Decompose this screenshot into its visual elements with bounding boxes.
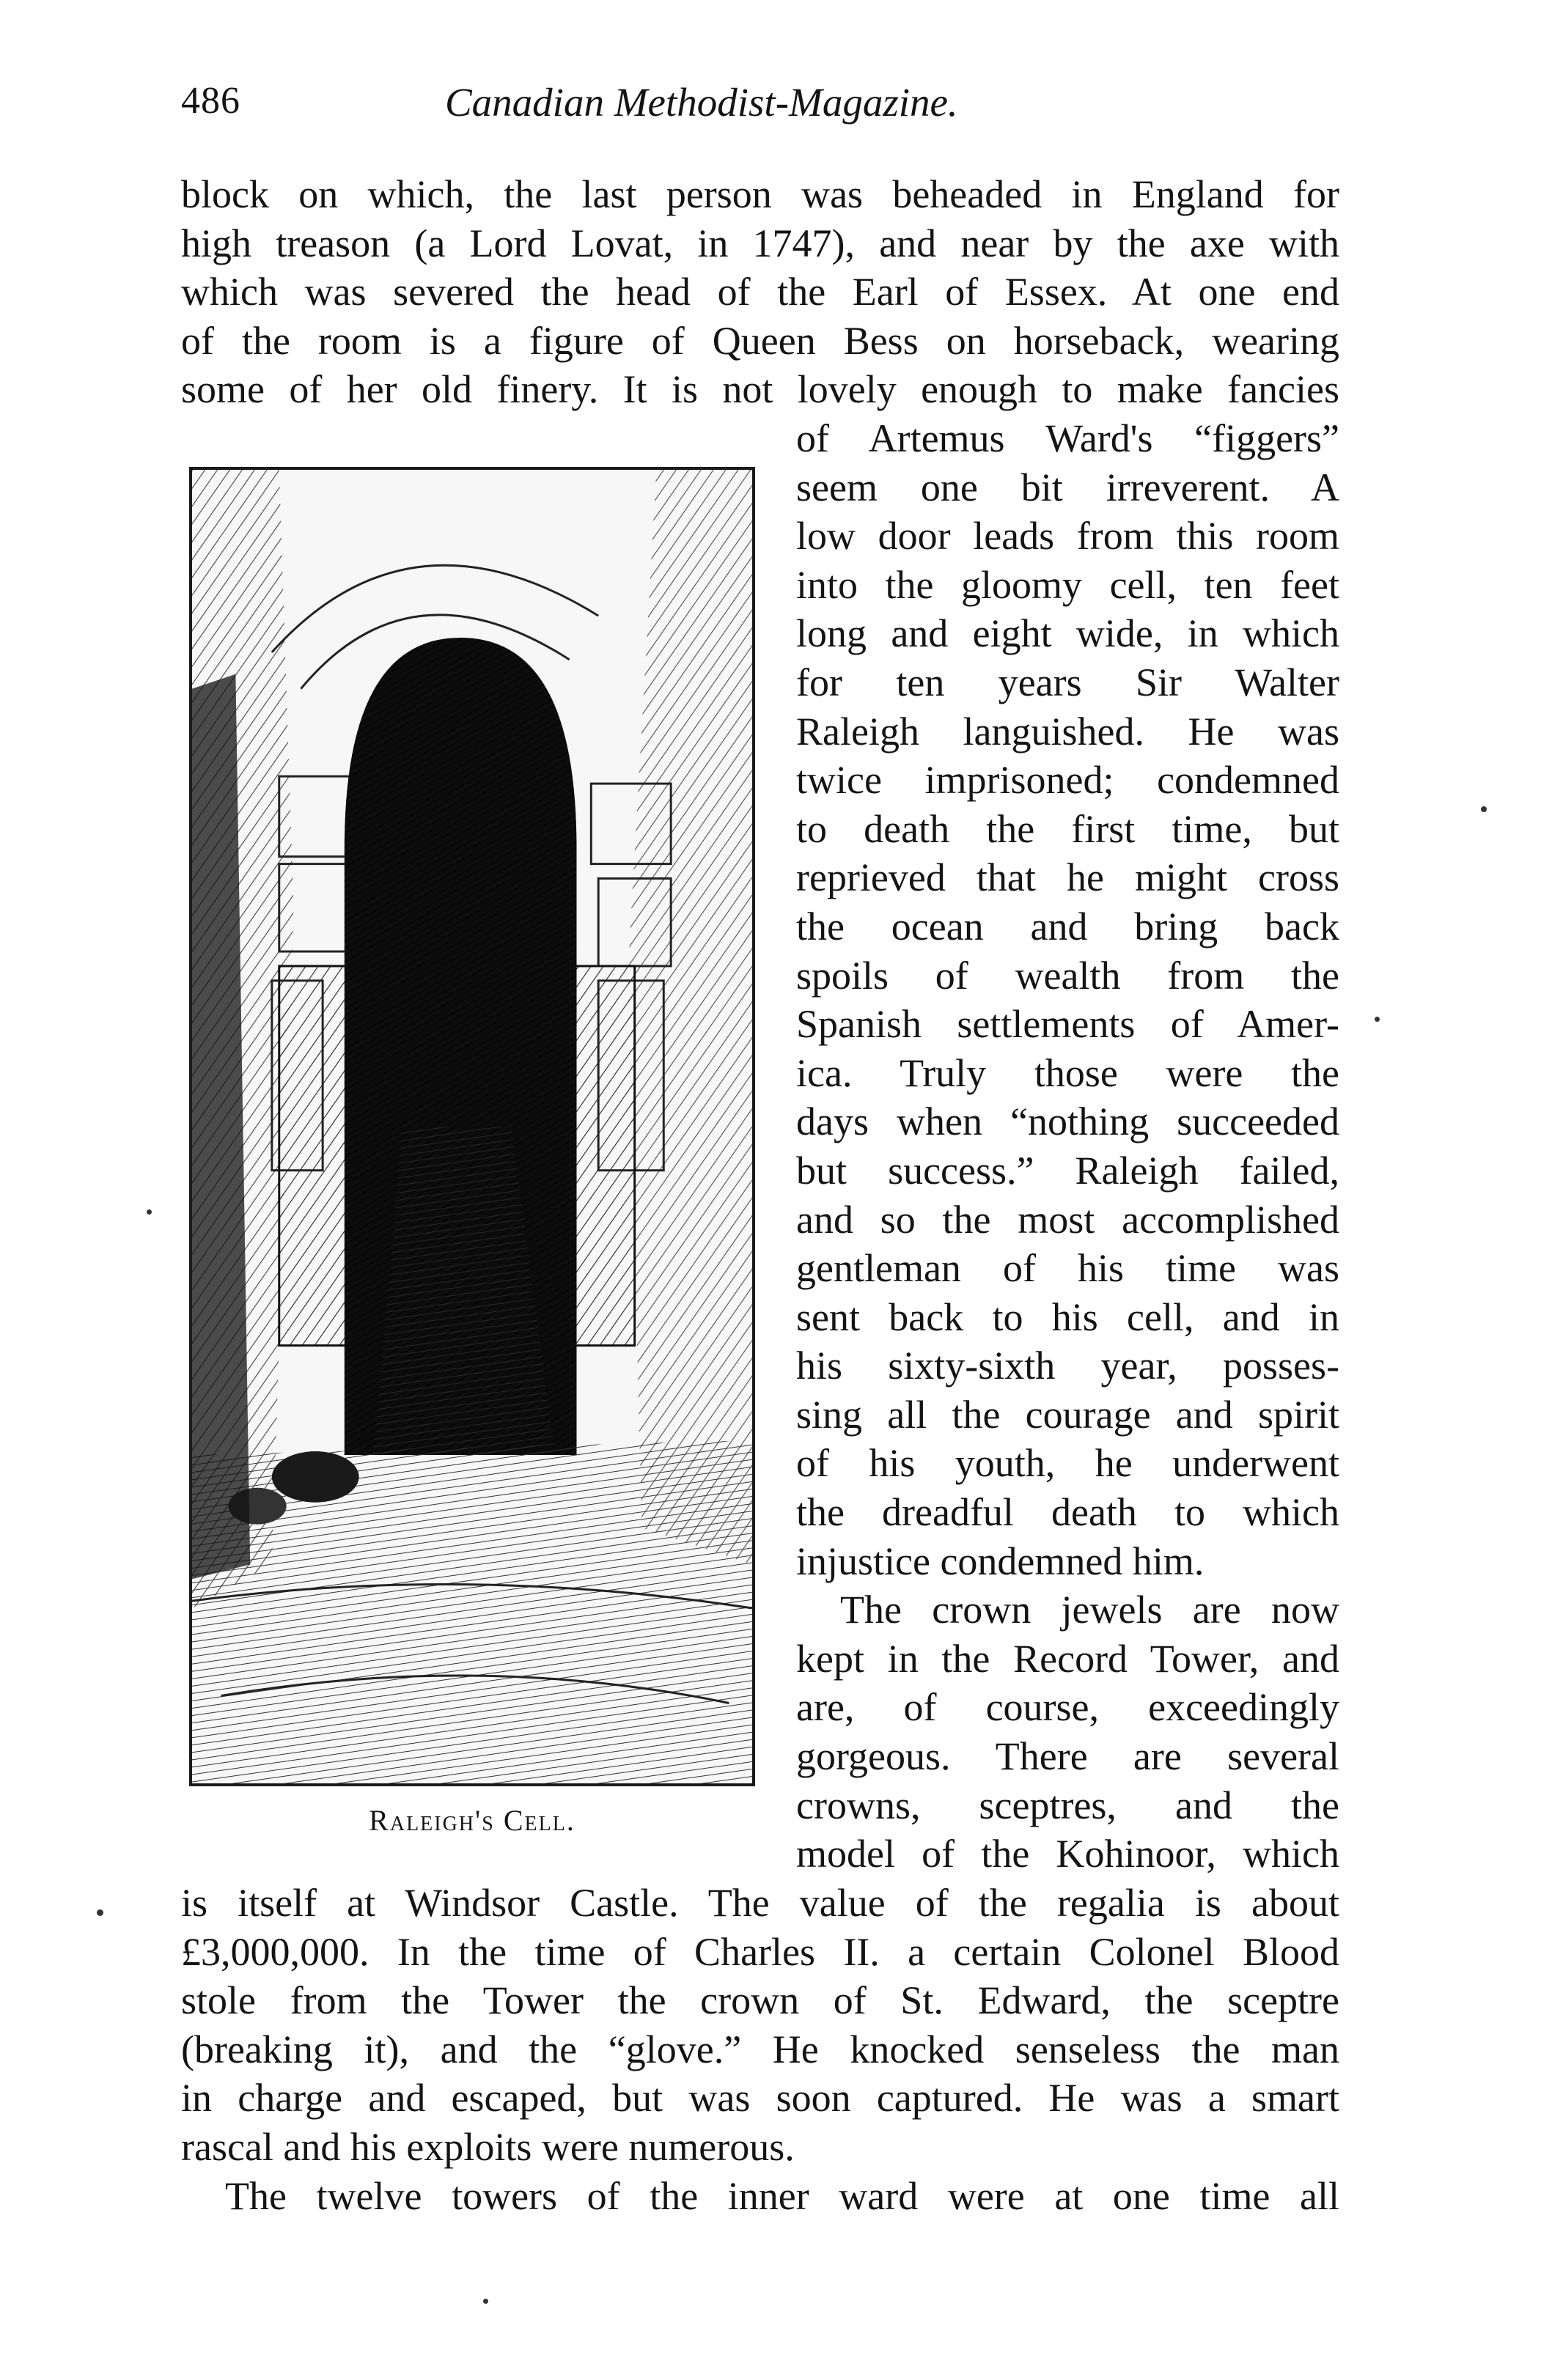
text-line: the dreadful death to which xyxy=(796,1490,1339,1535)
text-line: twice imprisoned; condemned xyxy=(796,758,1339,803)
running-title: Canadian Methodist-Magazine. xyxy=(445,80,958,125)
text-line: long and eight wide, in which xyxy=(796,611,1339,656)
scan-speck xyxy=(97,1909,103,1916)
text-line: his sixty-sixth year, posses- xyxy=(796,1344,1339,1388)
text-line: the ocean and bring back xyxy=(796,904,1339,948)
text-line: into the gloomy cell, ten feet xyxy=(796,562,1339,607)
text-line: of his youth, he underwent xyxy=(796,1441,1339,1486)
text-line: of Artemus Ward's “figgers” xyxy=(796,416,1339,460)
text-line: sing all the courage and spirit xyxy=(796,1392,1339,1437)
text-line: Raleigh languished. He was xyxy=(796,709,1339,754)
text-line: in charge and escaped, but was soon captured. He was a smart xyxy=(181,2076,1339,2121)
scan-speck xyxy=(147,1209,152,1215)
text-line: gorgeous. There are several xyxy=(796,1734,1339,1779)
text-line: low door leads from this room xyxy=(796,514,1339,559)
text-line: kept in the Record Tower, and xyxy=(796,1636,1339,1681)
text-line: rascal and his exploits were numerous. xyxy=(181,2124,795,2169)
text-line: (breaking it), and the “glove.” He knocked senseless the man xyxy=(181,2027,1339,2071)
text-line: reprieved that he might cross xyxy=(796,855,1339,900)
running-header xyxy=(181,79,1339,130)
text-line: high treason (a Lord Lovat, in 1747), and near by the axe with xyxy=(181,221,1339,265)
text-line: spoils of wealth from the xyxy=(796,953,1339,998)
text-line: crowns, sceptres, and the xyxy=(796,1783,1339,1827)
text-line: and so the most accomplished xyxy=(796,1197,1339,1242)
text-line: stole from the Tower the crown of St. Edward, the sceptre xyxy=(181,1978,1339,2023)
top-paragraph xyxy=(181,170,1339,414)
figure-caption: Raleigh's Cell. xyxy=(369,1804,575,1837)
text-line: which was severed the head of the Earl of Essex. At one end xyxy=(181,270,1339,314)
side-paragraph xyxy=(796,414,1339,1879)
text-line: The crown jewels are now xyxy=(840,1588,1339,1632)
bottom-paragraph xyxy=(181,1879,1339,2220)
text-line: is itself at Windsor Castle. The value of the regalia is about xyxy=(181,1881,1339,1925)
raleighs-cell-illustration xyxy=(189,467,755,1786)
text-line: are, of course, exceedingly xyxy=(796,1685,1339,1730)
text-line: Spanish settlements of Amer- xyxy=(796,1002,1339,1047)
text-line: of the room is a figure of Queen Bess on horseback, wearing xyxy=(181,318,1339,363)
text-line: gentleman of his time was xyxy=(796,1246,1339,1291)
text-line: model of the Kohinoor, which xyxy=(796,1832,1339,1876)
engraving-image xyxy=(192,470,752,1783)
page-number: 486 xyxy=(181,80,240,122)
text-line: for ten years Sir Walter xyxy=(796,660,1339,704)
scan-speck xyxy=(1375,1017,1380,1022)
text-line: block on which, the last person was beheaded in England for xyxy=(181,172,1339,216)
text-line: injustice condemned him. xyxy=(796,1539,1205,1583)
text-line: ica. Truly those were the xyxy=(796,1050,1339,1095)
text-line: days when “nothing succeeded xyxy=(796,1099,1339,1144)
text-line: seem one bit irreverent. A xyxy=(796,465,1339,509)
text-line: but success.” Raleigh failed, xyxy=(796,1148,1339,1193)
text-line: £3,000,000. In the time of Charles II. a certain Colonel Blood xyxy=(181,1929,1339,1974)
text-line: to death the first time, but xyxy=(796,806,1339,851)
scan-speck xyxy=(483,2299,488,2304)
scan-speck xyxy=(1481,806,1487,812)
text-line: sent back to his cell, and in xyxy=(796,1294,1339,1339)
text-line: The twelve towers of the inner ward were at one time all xyxy=(225,2173,1339,2218)
text-line: some of her old finery. It is not lovely enough to make fancies xyxy=(181,367,1339,412)
